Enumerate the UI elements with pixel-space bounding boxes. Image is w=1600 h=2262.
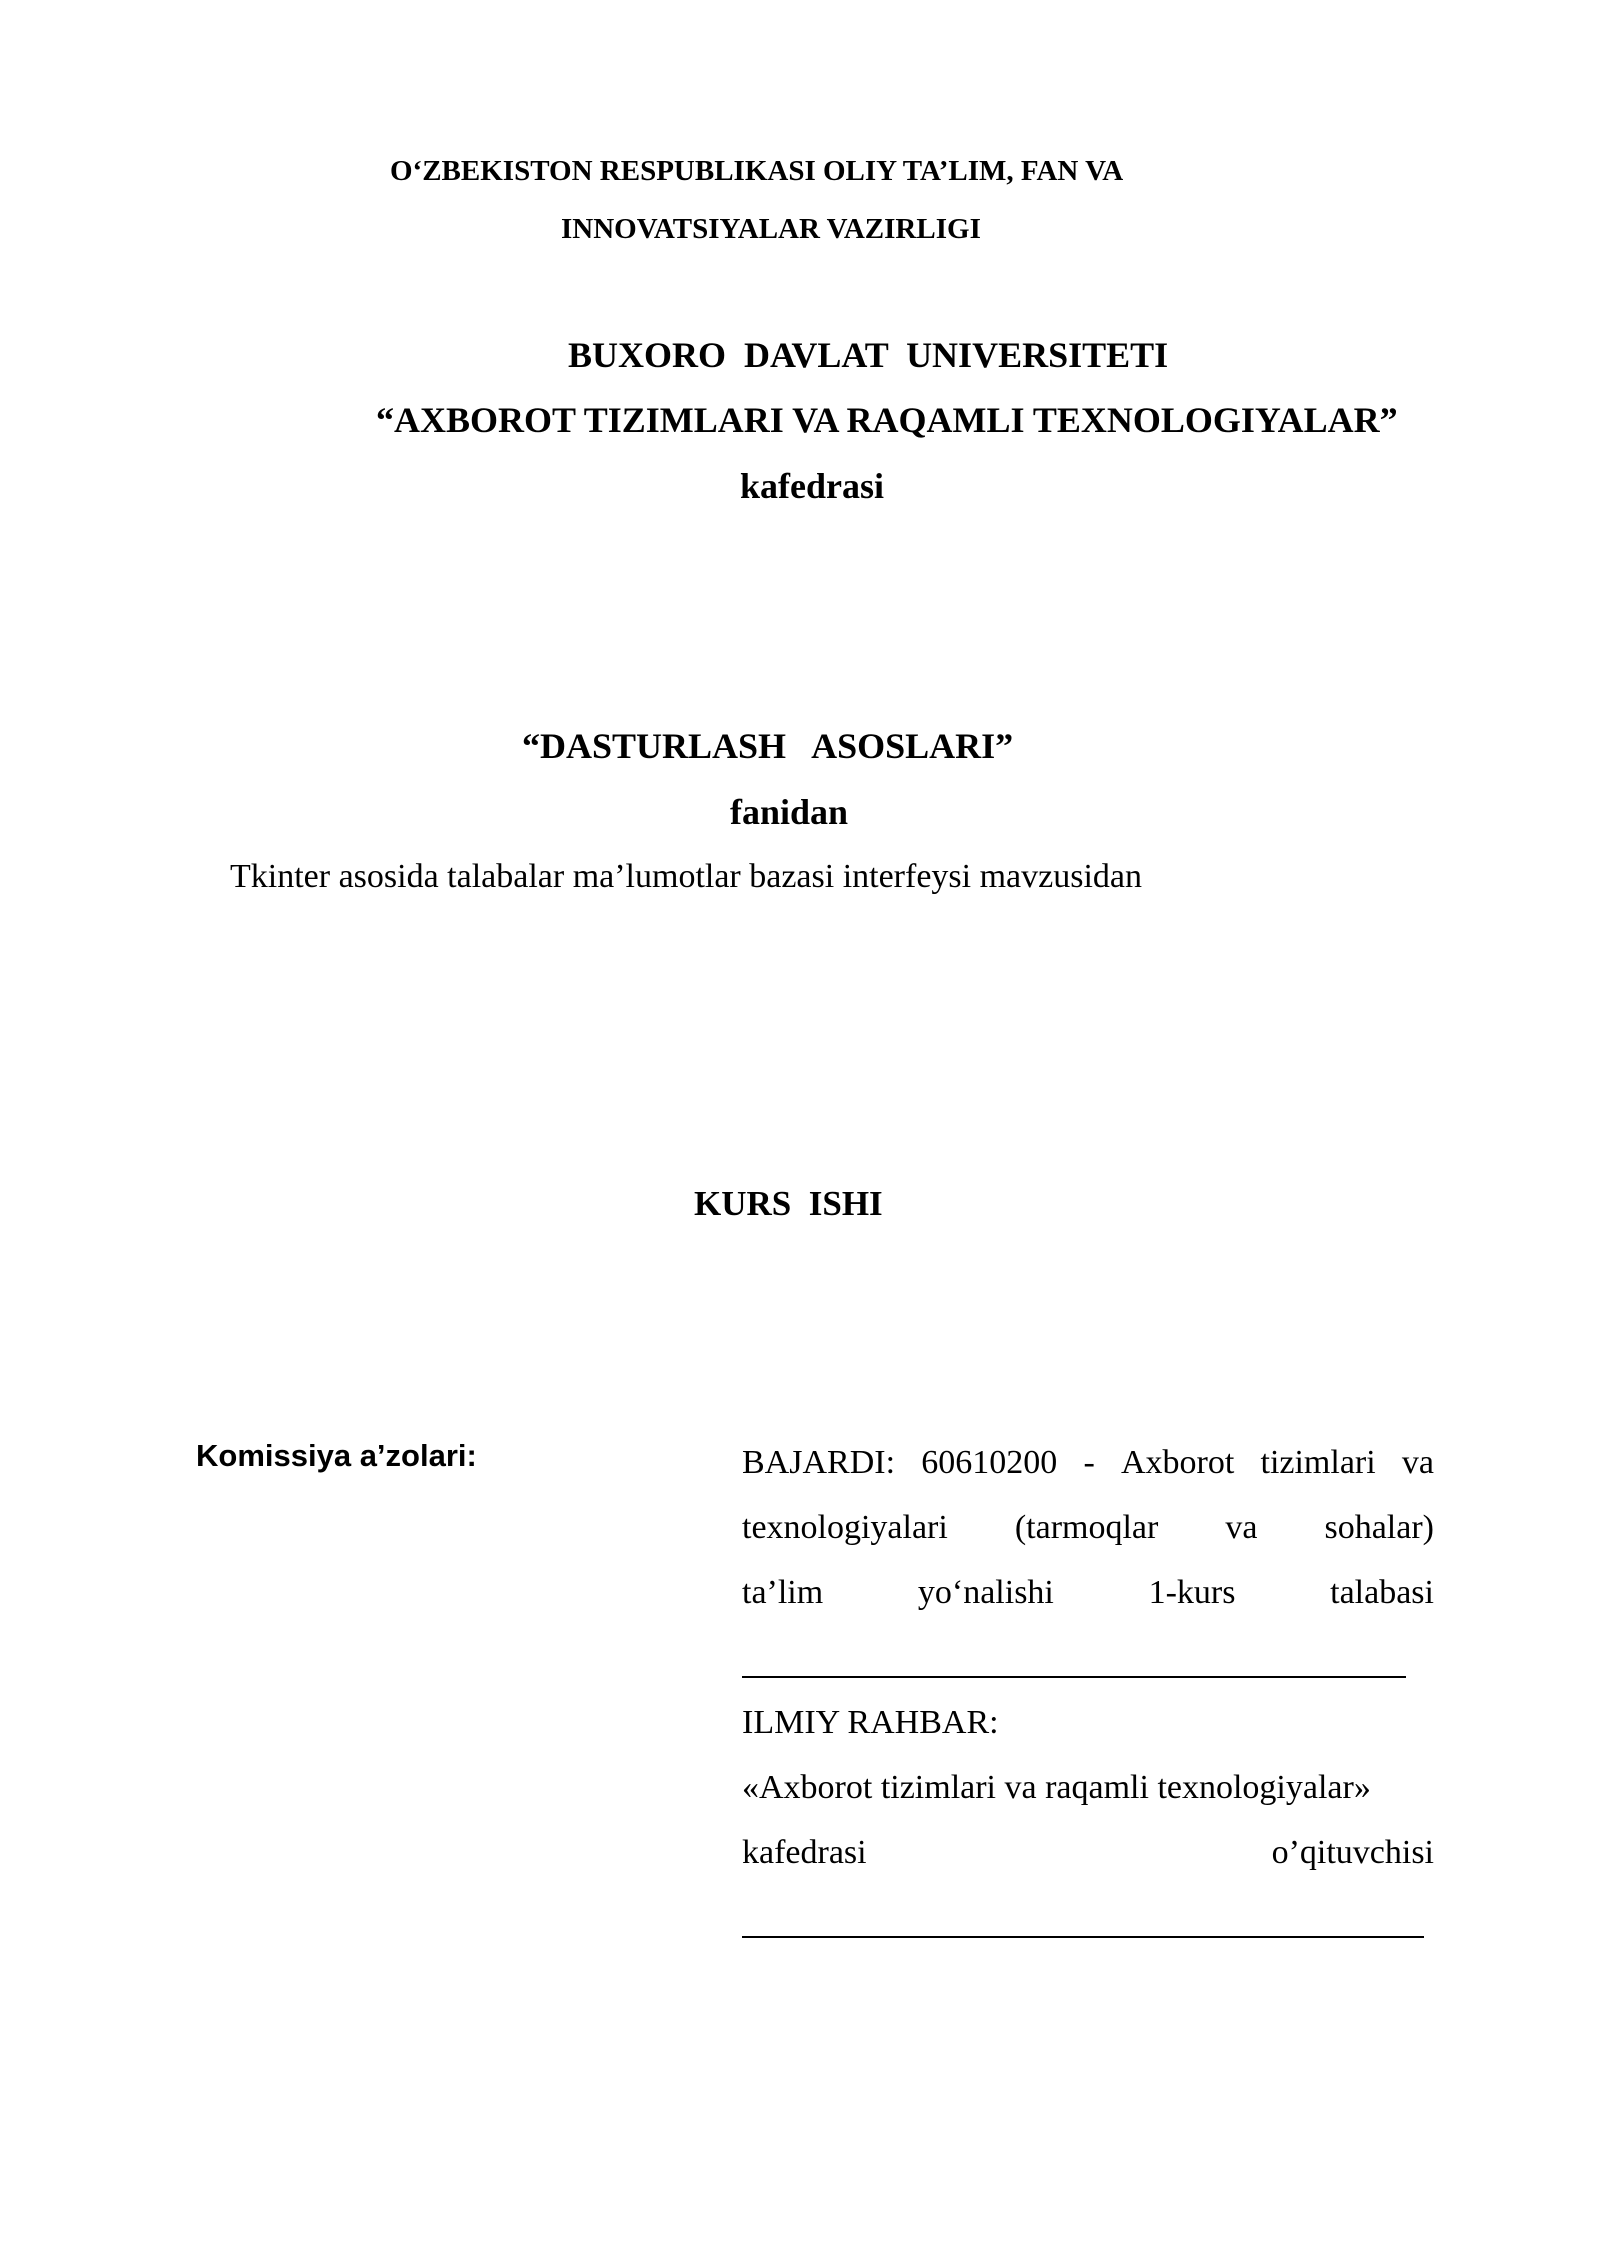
supervisor-position: kafedrasi o’qituvchisi	[742, 1834, 1434, 1871]
supervisor-department: «Axborot tizimlari va raqamli texnologiyalar»	[742, 1769, 1371, 1806]
performer-line-1: BAJARDI: 60610200 - Axborot tizimlari va	[742, 1444, 1434, 1481]
supervisor-label: ILMIY RAHBAR:	[742, 1704, 999, 1741]
commission-label: Komissiya a’zolari:	[196, 1438, 477, 1473]
performer-signature-line	[742, 1676, 1406, 1678]
department-name: “AXBOROT TIZIMLARI VA RAQAMLI TEXNOLOGIYALAR”	[376, 400, 1398, 440]
performer-line-3: ta’lim yo‘nalishi 1-kurs talabasi	[742, 1574, 1434, 1611]
topic-line: Tkinter asosida talabalar ma’lumotlar bazasi interfeysi mavzusidan	[230, 858, 1142, 895]
ministry-line-2: INNOVATSIYALAR VAZIRLIGI	[561, 213, 981, 245]
ministry-line-1: O‘ZBEKISTON RESPUBLIKASI OLIY TA’LIM, FAN VA	[390, 155, 1124, 187]
university-name: BUXORO DAVLAT UNIVERSITETI	[568, 335, 1169, 375]
work-type-title: KURS ISHI	[694, 1184, 883, 1223]
subject-name: “DASTURLASH ASOSLARI”	[522, 726, 1014, 766]
performer-line-2: texnologiyalari (tarmoqlar va sohalar)	[742, 1509, 1434, 1546]
department-suffix: kafedrasi	[740, 466, 884, 506]
supervisor-signature-line	[742, 1936, 1424, 1938]
subject-suffix: fanidan	[730, 792, 849, 832]
